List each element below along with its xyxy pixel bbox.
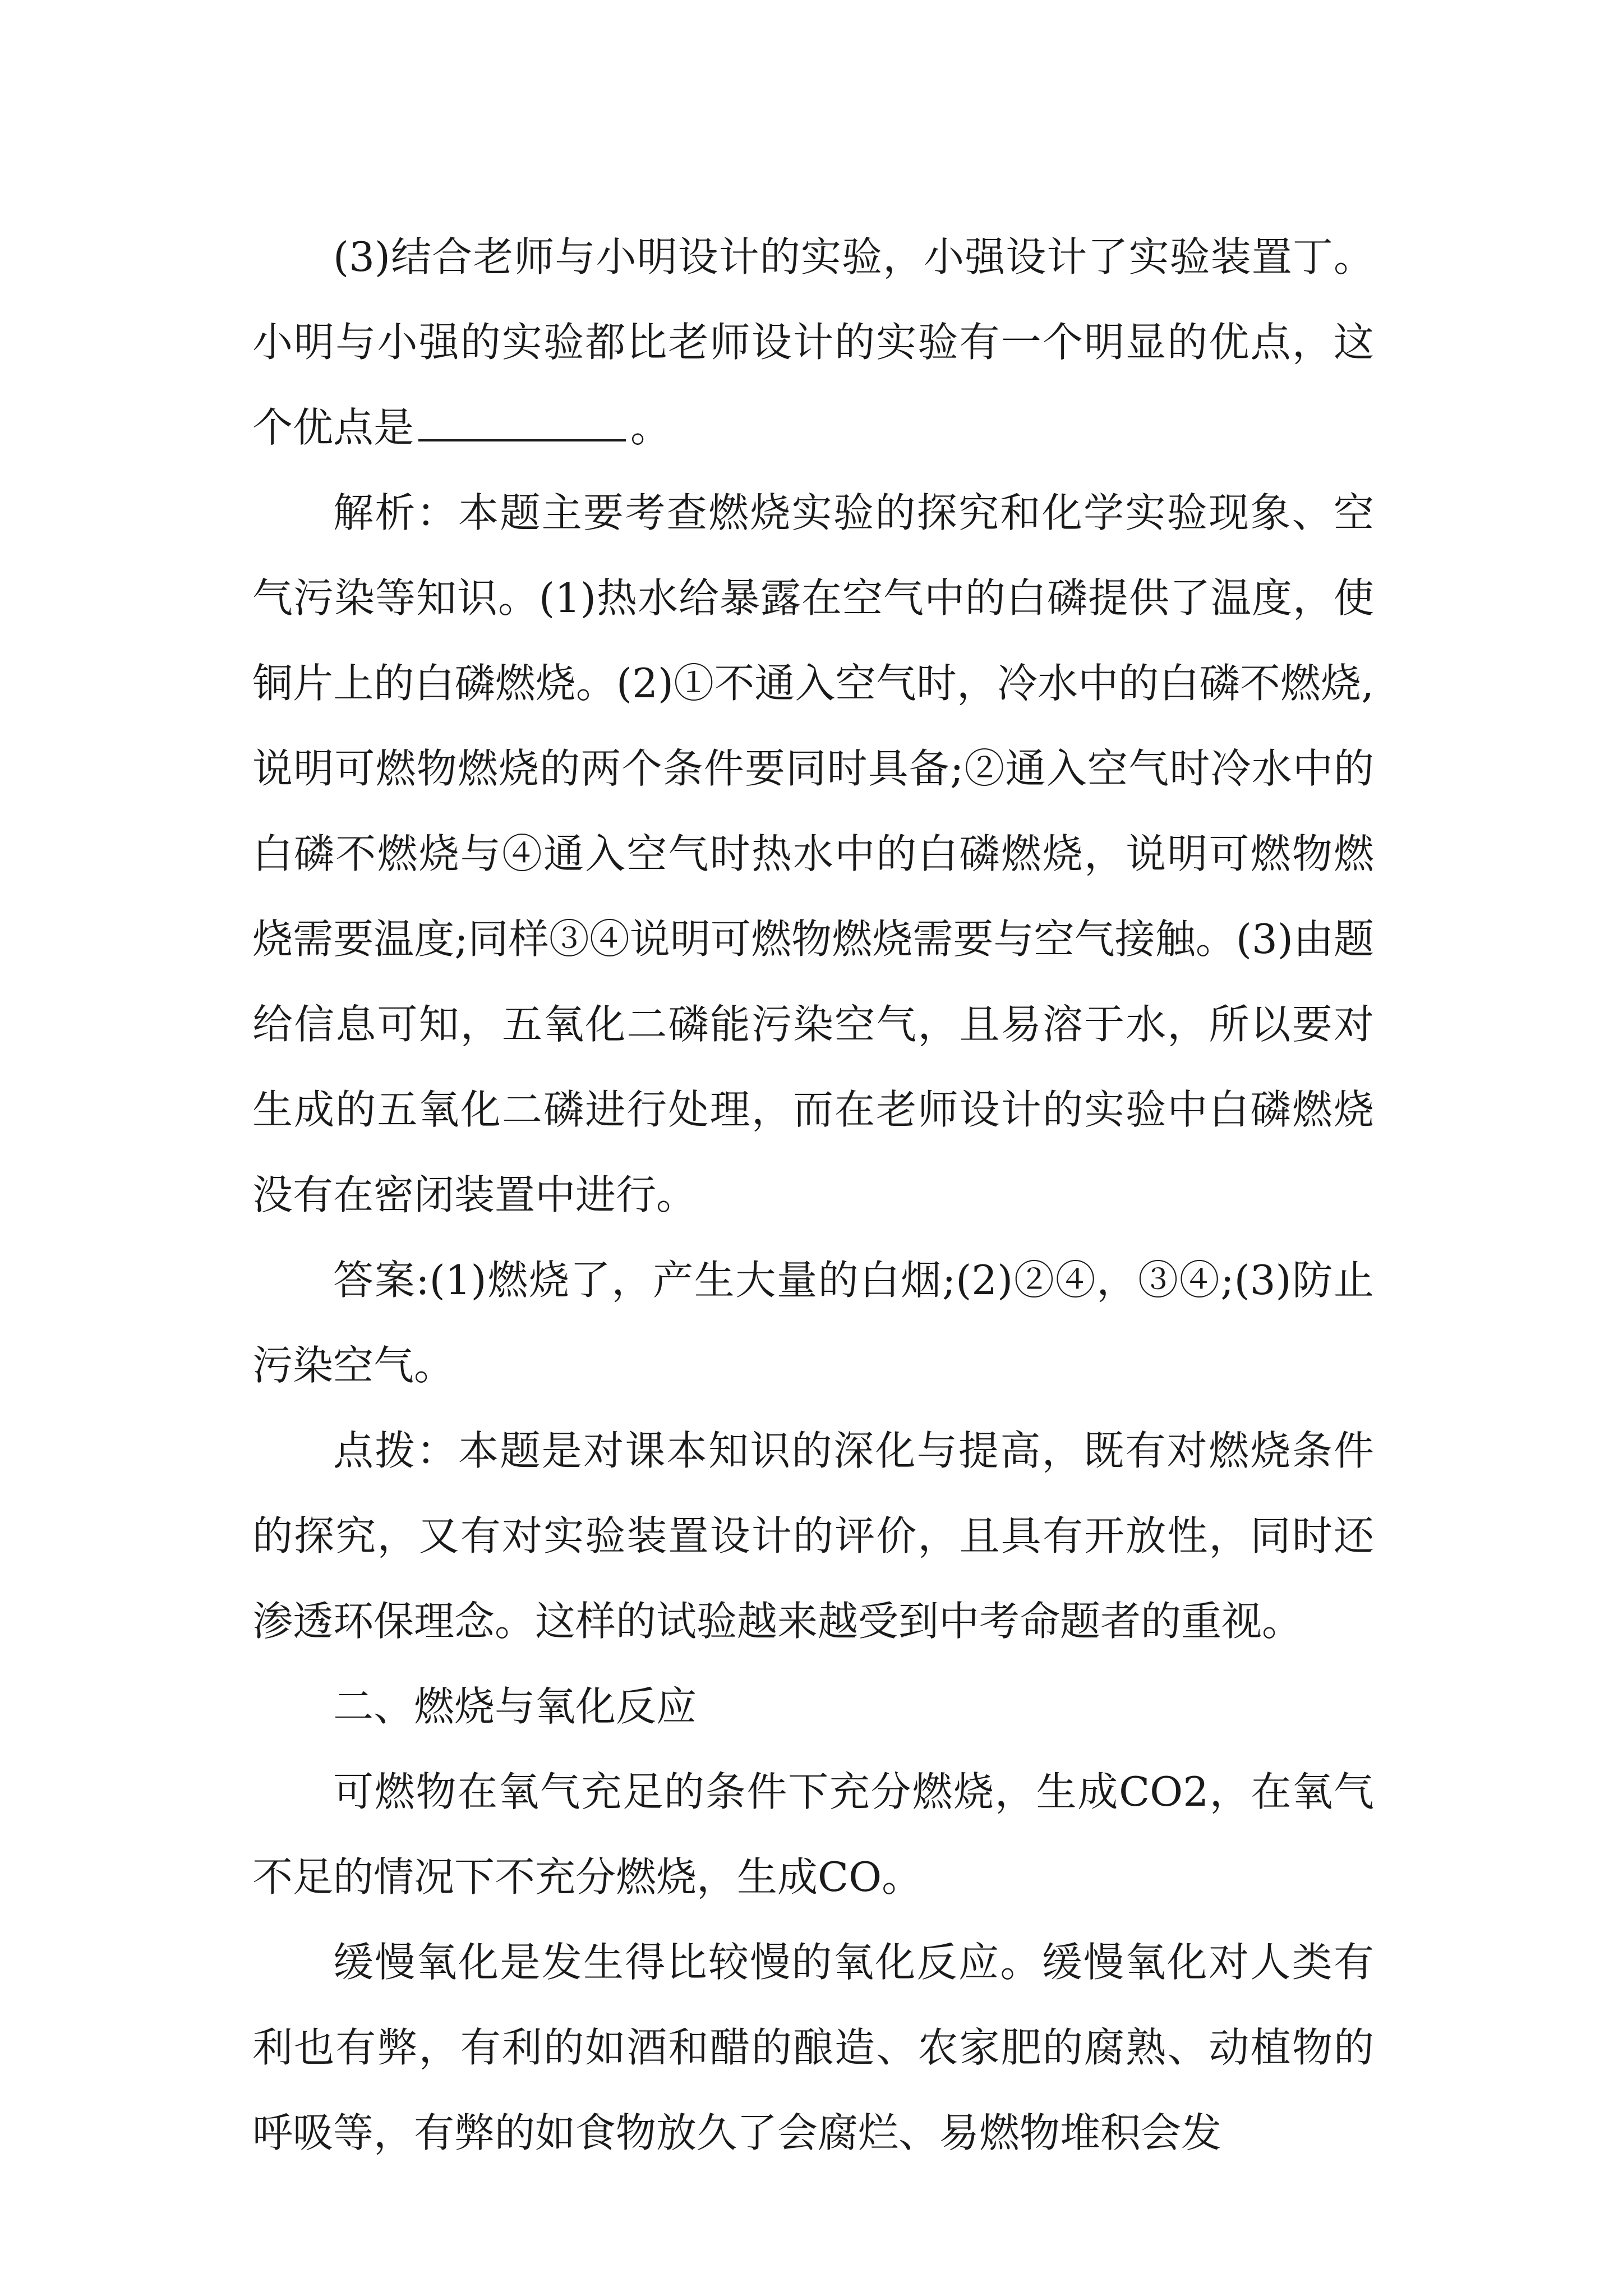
- question-3-end: 。: [630, 404, 671, 451]
- slow-oxidation-paragraph: 缓慢氧化是发生得比较慢的氧化反应。缓慢氧化对人类有利也有弊，有利的如酒和醋的酿造、农家肥的腐熟、动植物的呼吸等，有弊的如食物放久了会腐烂、易燃物堆积会发: [252, 1939, 1374, 2156]
- answer-blank: [418, 406, 626, 441]
- analysis-paragraph: 解析：本题主要考查燃烧实验的探究和化学实验现象、空气污染等知识。(1)热水给暴露在空气中的白磷提供了温度，使铜片上的白磷燃烧。(2)①不通入空气时，冷水中的白磷不燃烧,说明可燃物燃烧的两个条件要同时具备;②通入空气时冷水中的白磷不燃烧与④通入空气时热水中的白磷燃烧，说明可燃物燃烧需要温度;同样③④说明可燃物燃烧需要与空气接触。(3)由题给信息可知，五氧化二磷能污染空气，且易溶于水，所以要对生成的五氧化二磷进行处理，而在老师设计的实验中白磷燃烧没有在密闭装置中进行。: [252, 489, 1374, 1218]
- document-body: [252, 214, 1374, 2175]
- question-3-text: (3)结合老师与小明设计的实验，小强设计了实验装置丁。小明与小强的实验都比老师设计的实验有一个明显的优点，这个优点是: [252, 233, 1374, 451]
- combustion-paragraph: 可燃物在氧气充足的条件下充分燃烧，生成CO2，在氧气不足的情况下不充分燃烧，生成CO。: [252, 1768, 1374, 1901]
- answer-paragraph: 答案:(1)燃烧了，产生大量的白烟;(2)②④，③④;(3)防止污染空气。: [252, 1257, 1374, 1389]
- tip-paragraph: 点拨：本题是对课本知识的深化与提高，既有对燃烧条件的探究，又有对实验装置设计的评价，且具有开放性，同时还渗透环保理念。这样的试验越来越受到中考命题者的重视。: [252, 1427, 1374, 1645]
- section-heading: 二、燃烧与氧化反应: [333, 1683, 697, 1730]
- question-3-paragraph: [252, 214, 1374, 470]
